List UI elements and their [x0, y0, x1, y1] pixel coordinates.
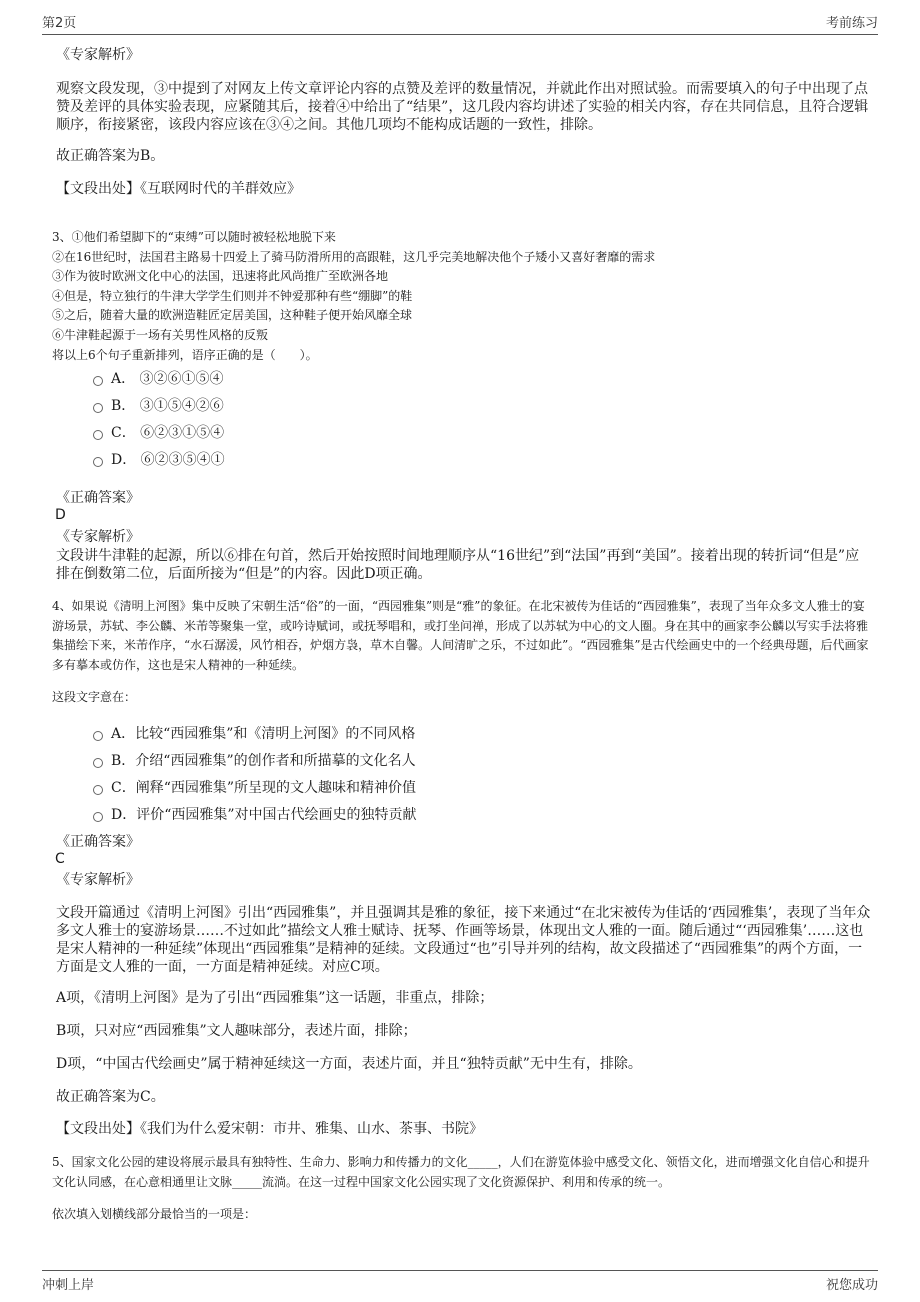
radio-icon[interactable]: [93, 457, 103, 467]
q4-item-b: B项，只对应“西园雅集”文人趣味部分，表述片面，排除；: [56, 1023, 417, 1039]
header-title: 考前练习: [825, 16, 878, 31]
radio-icon[interactable]: [93, 731, 103, 741]
q3-stem-line: ②在16世纪时，法国君主路易十四爱上了骑马防滑所用的高跟鞋，这几乎完美地解决他个子矮小又喜好奢靡的需求: [52, 249, 656, 264]
q4-analysis: 文段开篇通过《清明上河图》引出“西园雅集”，并且强调其是雅的象征，接下来通过“在北宋被传为佳话的‘西园雅集’，表现了当年众多文人雅士的宴游场景……不过如此”描绘文人雅士赋诗、抚琴、作画等场景，体现出文人雅的一面。随后通过“‘西园雅集’……这也是宋人精神的一种延续”体现出“西园雅集”是精神的延续。文段通过“也”引导并列的结构，故文段描述了“西园雅集”的两个方面，一方面是文人雅的一面，一方面是精神延续。对应C项。: [56, 905, 871, 975]
q3-question: 将以上6个句子重新排列，语序正确的是（ ）。: [52, 347, 318, 362]
page-number: 第2页: [42, 16, 77, 31]
q2-analysis-label: 《专家解析》: [56, 47, 140, 63]
radio-icon[interactable]: [93, 376, 103, 386]
q3-stem-line: ⑤之后，随着大量的欧洲造鞋匠定居美国，这种鞋子便开始风靡全球: [52, 308, 413, 323]
footer-right: 祝您成功: [825, 1278, 878, 1293]
q3-option-c[interactable]: C． ⑥②③①⑤④: [93, 422, 224, 442]
q4-source: 【文段出处】《我们为什么爱宋朝：市井、雅集、山水、茶事、书院》: [56, 1121, 483, 1137]
q4-stem: 4、如果说《清明上河图》集中反映了宋朝生活“俗”的一面，“西园雅集”则是“雅”的象征。在北宋被传为佳话的“西园雅集”，表现了当年众多文人雅士的宴游场景，苏轼、李公麟、米芾等聚集一堂，或吟诗赋词，或抚琴唱和，或打坐问禅，形成了以苏轼为中心的文人圈。身在其中的画家李公麟以写实手法将雅集描绘下来，米芾作序，“水石潺湲，风竹相吞，炉烟方袅，草木自馨。人间清旷之乐，不过如此”。“西园雅集”是古代绘画史中的一个经典母题，后代画家多有摹本或仿作，这也是宋人精神的一种延续。: [52, 599, 869, 672]
q3-stem: [52, 228, 872, 365]
q3-analysis-label: 《专家解析》: [56, 529, 140, 545]
q4-option-c[interactable]: C．阐释“西园雅集”所呈现的文人趣味和精神价值: [93, 777, 416, 797]
page-footer: [42, 1270, 878, 1293]
radio-icon[interactable]: [93, 812, 103, 822]
page-header: [42, 12, 878, 35]
q4-option-d[interactable]: D．评价“西园雅集”对中国古代绘画史的独特贡献: [93, 804, 417, 824]
radio-icon[interactable]: [93, 403, 103, 413]
footer-left: 冲刺上岸: [42, 1278, 95, 1293]
q4-option-a[interactable]: A．比较“西园雅集”和《清明上河图》的不同风格: [93, 723, 415, 743]
q2-conclusion: 故正确答案为B。: [56, 148, 165, 164]
q4-analysis-label: 《专家解析》: [56, 872, 140, 888]
q3-answer: D: [55, 507, 66, 523]
q4-item-a: A项，《清明上河图》是为了引出“西园雅集”这一话题，非重点，排除；: [56, 990, 494, 1006]
q4-option-b[interactable]: B．介绍“西园雅集”的创作者和所描摹的文化名人: [93, 750, 416, 770]
q4-prompt: 这段文字意在：: [52, 690, 137, 704]
radio-icon[interactable]: [93, 758, 103, 768]
q5-prompt: 依次填入划横线部分最恰当的一项是：: [52, 1207, 257, 1221]
q3-option-a[interactable]: A． ③②⑥①⑤④: [93, 368, 224, 388]
q3-stem-line: 3、①他们希望脚下的“束缚”可以随时被轻松地脱下来: [52, 230, 336, 244]
q3-analysis: 文段讲牛津鞋的起源，所以⑥排在句首，然后开始按照时间地理顺序从“16世纪”到“法国”再到“美国”。接着出现的转折词“但是”应排在倒数第二位，后面所接为“但是”的内容。因此D项正确。: [56, 548, 860, 582]
q5-stem: 5、国家文化公园的建设将展示最具有独特性、生命力、影响力和传播力的文化_____，人们在游览体验中感受文化、领悟文化，进而增强文化自信心和提升文化认同感，在心意相通里让文脉_____流淌。在这一过程中国家文化公园实现了文化资源保护、利用和传承的统一。: [52, 1155, 870, 1189]
q4-conclusion: 故正确答案为C。: [56, 1089, 165, 1105]
q3-stem-line: ⑥牛津鞋起源于一场有关男性风格的反叛: [52, 327, 269, 342]
q4-item-d: D项，“中国古代绘画史”属于精神延续这一方面，表述片面，并且“独特贡献”无中生有，排除。: [56, 1056, 642, 1072]
radio-icon[interactable]: [93, 785, 103, 795]
q3-stem-line: ③作为彼时欧洲文化中心的法国，迅速将此风尚推广至欧洲各地: [52, 269, 389, 284]
q3-option-b[interactable]: B． ③①⑤④②⑥: [93, 395, 224, 415]
q3-stem-line: ④但是，特立独行的牛津大学学生们则并不钟爱那种有些“绷脚”的鞋: [52, 288, 413, 303]
q2-analysis: 观察文段发现，③中提到了对网友上传文章评论内容的点赞及差评的数量情况，并就此作出对照试验。而需要填入的句子中出现了点赞及差评的具体实验表现，应紧随其后，接着④中给出了“结果”，这几段内容均讲述了实验的相关内容，存在共同信息，且符合逻辑顺序，衔接紧密，该段内容应该在③④之间。其他几项均不能构成话题的一致性，排除。: [56, 81, 869, 133]
q2-source: 【文段出处】《互联网时代的羊群效应》: [56, 181, 301, 197]
q3-answer-label: 《正确答案》: [56, 490, 140, 506]
q4-answer-label: 《正确答案》: [56, 834, 140, 850]
radio-icon[interactable]: [93, 430, 103, 440]
q4-answer: C: [55, 851, 65, 867]
q3-option-d[interactable]: D． ⑥②③⑤④①: [93, 449, 225, 469]
